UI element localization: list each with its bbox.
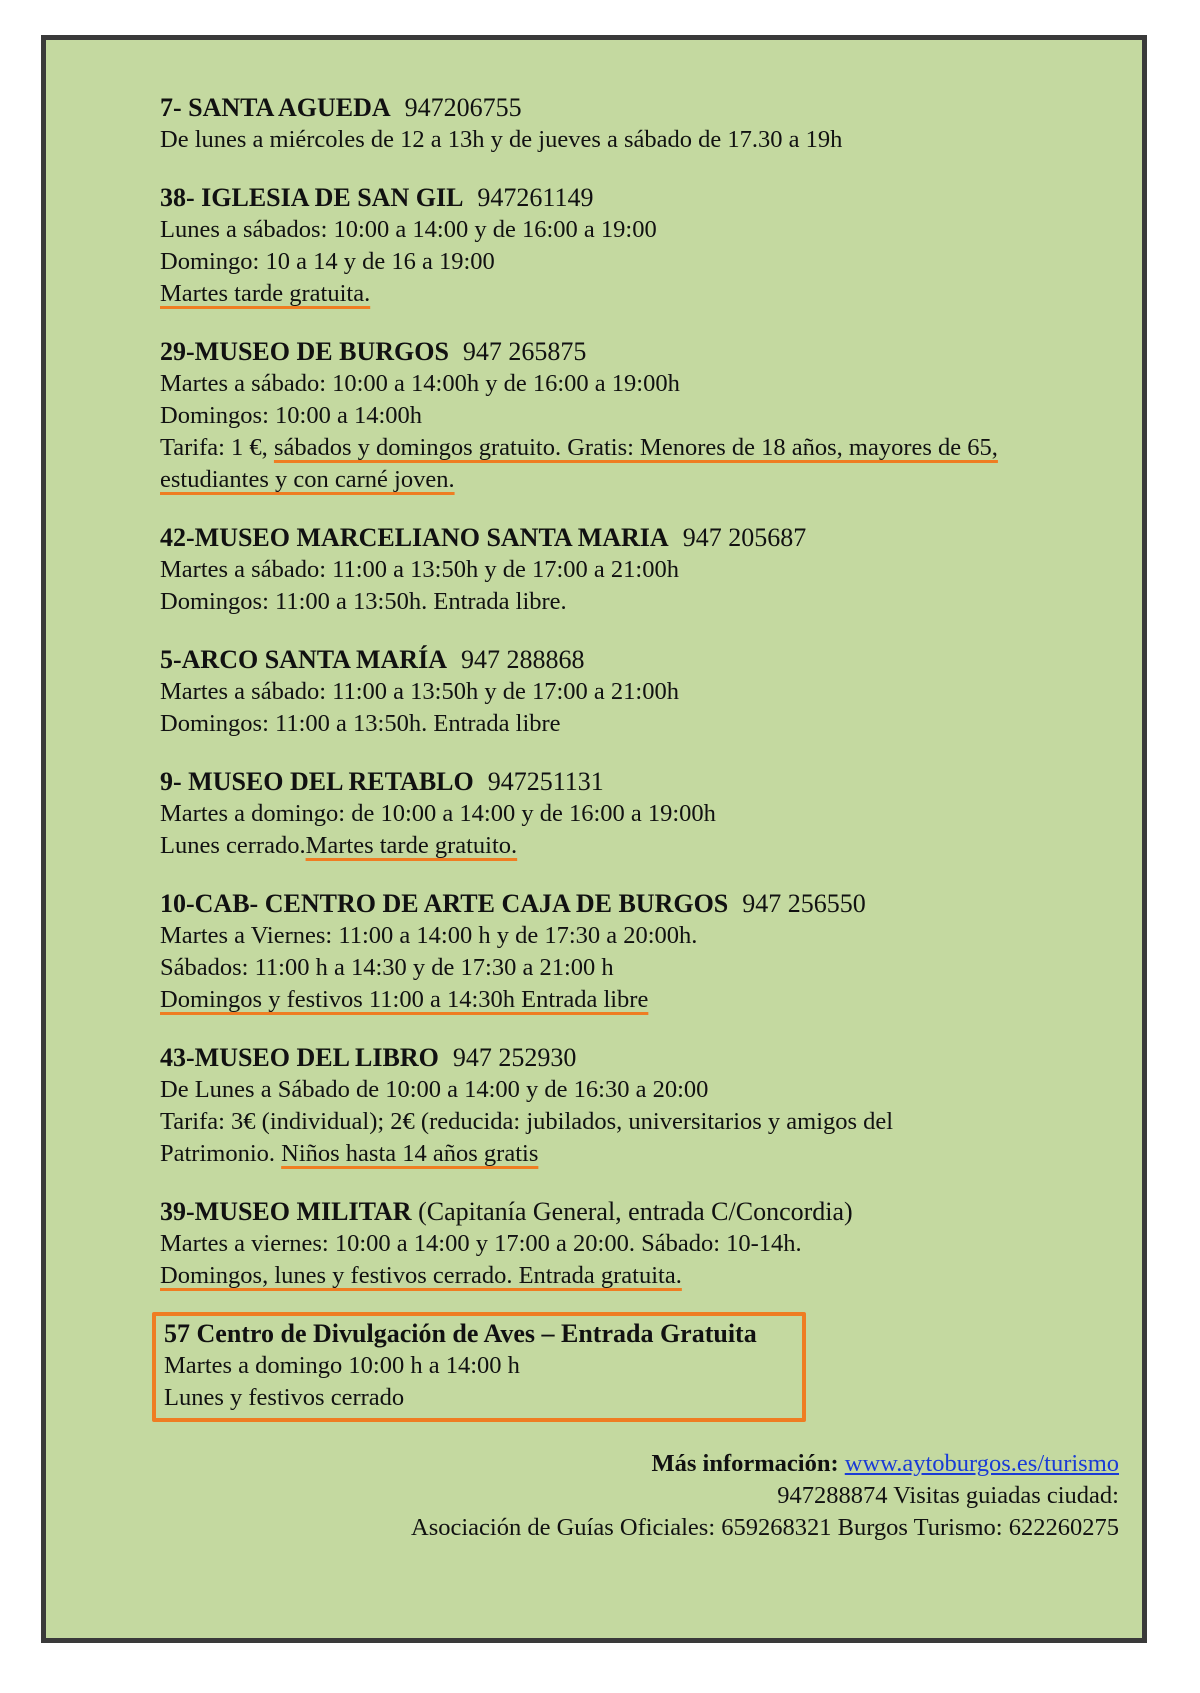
line-text: Patrimonio. xyxy=(160,1140,282,1167)
more-info xyxy=(160,1448,1119,1544)
entry-9 xyxy=(152,1312,806,1422)
entry-line xyxy=(160,984,1120,1016)
line-text: Domingos: 10:00 a 14:00h xyxy=(160,402,423,429)
line-text: Tarifa: 3€ (individual); 2€ (reducida: jubilados, universitarios y amigos del xyxy=(160,1108,894,1135)
entry-name: 57 Centro de Divulgación de Aves – Entrada Gratuita xyxy=(164,1319,757,1348)
line-text: Martes a viernes: 10:00 a 14:00 y 17:00 a 20:00. Sábado: 10-14h. xyxy=(160,1230,802,1257)
highlighted-text: Domingos y festivos 11:00 a 14:30h Entrada libre xyxy=(160,986,649,1013)
info-phone-line: 947288874 Visitas guiadas ciudad: xyxy=(777,1482,1119,1509)
line-text: Sábados: 11:00 h a 14:30 y de 17:30 a 21:00 h xyxy=(160,954,614,981)
line-text: Domingos: 11:00 a 13:50h. Entrada libre. xyxy=(160,588,567,615)
entry-title xyxy=(160,644,1120,676)
entry-title-extra: (Capitanía General, entrada C/Concordia) xyxy=(411,1197,853,1226)
entry-name: 7- SANTA AGUEDA xyxy=(160,93,391,122)
entry-line xyxy=(164,1382,794,1414)
entry-name: 10-CAB- CENTRO DE ARTE CAJA DE BURGOS xyxy=(160,889,729,918)
entry-line xyxy=(164,1350,794,1382)
entry-6 xyxy=(160,888,1120,1016)
highlighted-text: Niños hasta 14 años gratis xyxy=(281,1140,539,1167)
entry-phone: 947206755 xyxy=(404,93,522,122)
entry-7 xyxy=(160,1042,1120,1170)
entry-title xyxy=(160,336,1120,368)
entry-title xyxy=(160,888,1120,920)
entry-line xyxy=(160,676,1120,708)
line-text: Martes a sábado: 11:00 a 13:50h y de 17:00 a 21:00h xyxy=(160,678,679,705)
entry-line xyxy=(160,1228,1120,1260)
entry-2 xyxy=(160,336,1120,496)
line-text: Martes a sábado: 10:00 a 14:00h y de 16:00 a 19:00h xyxy=(160,370,680,397)
entry-4 xyxy=(160,644,1120,740)
entry-name: 43-MUSEO DEL LIBRO xyxy=(160,1043,439,1072)
line-text: Martes a Viernes: 11:00 a 14:00 h y de 17:30 a 20:00h. xyxy=(160,922,698,949)
entry-phone: 947 288868 xyxy=(460,645,585,674)
entry-phone: 947261149 xyxy=(477,183,594,212)
entry-title xyxy=(160,522,1120,554)
line-text: De Lunes a Sábado de 10:00 a 14:00 y de 16:30 a 20:00 xyxy=(160,1076,709,1103)
entry-line xyxy=(160,1260,1120,1292)
entry-1 xyxy=(160,182,1120,310)
entry-line xyxy=(160,708,1120,740)
entry-line xyxy=(160,830,1120,862)
entry-title xyxy=(160,1196,1120,1228)
entry-line xyxy=(160,1074,1120,1106)
entry-phone: 947 265875 xyxy=(462,337,587,366)
highlighted-text: Martes tarde gratuita. xyxy=(160,280,371,307)
entry-phone: 947251131 xyxy=(487,767,604,796)
more-info-label: Más información: xyxy=(651,1450,839,1477)
highlighted-text: sábados y domingos gratuito. Gratis: Menores de 18 años, mayores de 65, xyxy=(273,434,998,461)
entry-8 xyxy=(160,1196,1120,1292)
entry-line xyxy=(160,920,1120,952)
entry-name: 39-MUSEO MILITAR xyxy=(160,1197,412,1226)
entry-line xyxy=(160,1138,1120,1170)
line-text: Lunes y festivos cerrado xyxy=(164,1384,405,1411)
line-text: Lunes a sábados: 10:00 a 14:00 y de 16:00 a 19:00 xyxy=(160,216,657,243)
entry-3 xyxy=(160,522,1120,618)
entry-line xyxy=(160,246,1120,278)
entry-line xyxy=(160,1106,1120,1138)
line-text: Domingos: 11:00 a 13:50h. Entrada libre xyxy=(160,710,561,737)
entry-phone: 947 205687 xyxy=(682,523,807,552)
entry-name: 29-MUSEO DE BURGOS xyxy=(160,337,449,366)
entry-line xyxy=(160,798,1120,830)
entry-line xyxy=(160,400,1120,432)
entry-line xyxy=(160,554,1120,586)
entry-title xyxy=(160,1042,1120,1074)
entry-line xyxy=(160,368,1120,400)
entry-line xyxy=(160,432,1120,464)
highlighted-text: Martes tarde gratuito. xyxy=(305,832,518,859)
entry-title xyxy=(164,1318,794,1350)
entry-line xyxy=(160,214,1120,246)
entry-title xyxy=(160,766,1120,798)
entry-name: 38- IGLESIA DE SAN GIL xyxy=(160,183,464,212)
entry-name: 5-ARCO SANTA MARÍA xyxy=(160,645,447,674)
entry-5 xyxy=(160,766,1120,862)
line-text: De lunes a miércoles de 12 a 13h y de jueves a sábado de 17.30 a 19h xyxy=(160,126,843,153)
line-text: Martes a domingo: de 10:00 a 14:00 y de 16:00 a 19:00h xyxy=(160,800,716,827)
entry-line xyxy=(160,586,1120,618)
entry-name: 9- MUSEO DEL RETABLO xyxy=(160,767,474,796)
entry-name: 42-MUSEO MARCELIANO SANTA MARIA xyxy=(160,523,669,552)
entry-line xyxy=(160,464,1120,496)
line-text: Domingo: 10 a 14 y de 16 a 19:00 xyxy=(160,248,495,275)
entry-title xyxy=(160,92,1120,124)
line-text: Martes a sábado: 11:00 a 13:50h y de 17:00 a 21:00h xyxy=(160,556,679,583)
entry-line xyxy=(160,278,1120,310)
entry-phone: 947 256550 xyxy=(742,889,866,918)
entry-0 xyxy=(160,92,1120,156)
entry-title xyxy=(160,182,1120,214)
highlighted-text: estudiantes y con carné joven. xyxy=(160,466,455,493)
highlighted-text: Domingos, lunes y festivos cerrado. Entrada gratuita. xyxy=(160,1262,682,1289)
entry-line xyxy=(160,952,1120,984)
info-guides-line: Asociación de Guías Oficiales: 659268321 Burgos Turismo: 622260275 xyxy=(411,1514,1119,1541)
line-text: Lunes cerrado. xyxy=(160,832,306,859)
line-text: Tarifa: 1 €, xyxy=(160,434,274,461)
line-text: Martes a domingo 10:00 h a 14:00 h xyxy=(164,1352,520,1379)
schedule-list xyxy=(160,92,1120,1544)
tourism-link[interactable]: www.aytoburgos.es/turismo xyxy=(844,1450,1119,1477)
entry-phone: 947 252930 xyxy=(452,1043,577,1072)
entry-line xyxy=(160,124,1120,156)
